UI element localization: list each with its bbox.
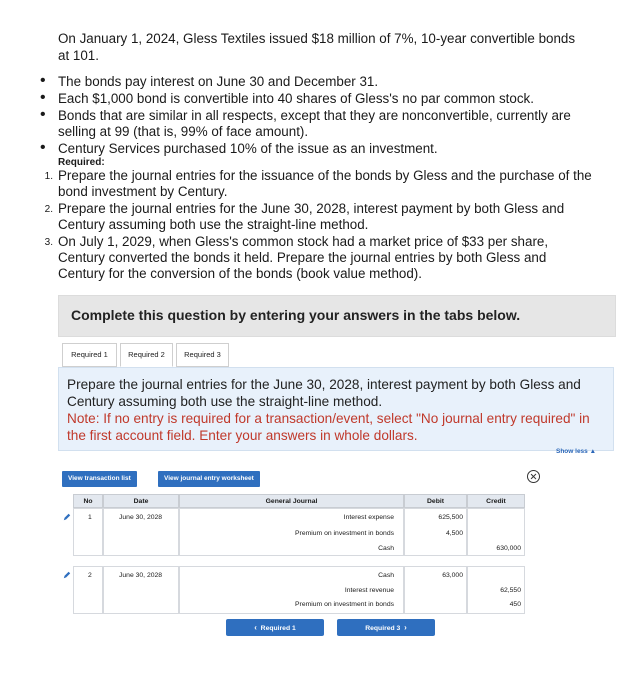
requirement-text: Prepare the journal entries for the issuance of the bonds by Gless and the purchase of the bond investment by Century.: [58, 168, 592, 199]
debit-amount[interactable]: 4,500: [445, 530, 463, 537]
requirements-list: [20, 168, 592, 283]
credit-amount[interactable]: 450: [509, 601, 521, 608]
account-name[interactable]: Cash: [378, 545, 394, 552]
header-credit: Credit: [467, 494, 525, 508]
credit-amount[interactable]: 630,000: [496, 545, 521, 552]
requirement-number: 3.: [44, 237, 53, 248]
tab-required-3[interactable]: Required 3: [176, 343, 229, 367]
bullet-item: • The bonds pay interest on June 30 and December 31.: [38, 74, 598, 90]
prompt-note: Note: If no entry is required for a transaction/event, select "No journal entry required" in the first account field. Enter your answers in whole dollars.: [67, 411, 590, 443]
entry-date[interactable]: June 30, 2028: [119, 572, 163, 579]
account-name[interactable]: Cash: [378, 572, 394, 579]
entry-number: 1: [88, 514, 92, 521]
bullet-item: • Century Services purchased 10% of the issue as an investment.: [38, 141, 598, 157]
entry-number: 2: [88, 572, 92, 579]
account-name[interactable]: Premium on investment in bonds: [295, 530, 394, 537]
bullet-item: • Each $1,000 bond is convertible into 40 shares of Gless's no par common stock.: [38, 91, 598, 107]
prev-button-label: Required 1: [260, 625, 296, 632]
required-label: Required:: [58, 157, 105, 168]
header-general-journal: General Journal: [179, 494, 404, 508]
tab-required-2[interactable]: Required 2: [120, 343, 173, 367]
requirement-text: Prepare the journal entries for the June 30, 2028, interest payment by both Gless and Century assuming both use the straight-line method.: [58, 201, 565, 232]
bullet-item: • Bonds that are similar in all respects, except that they are nonconvertible, currently are selling at 99 (that is, 99% of face amount).: [38, 108, 598, 140]
requirement-item: [20, 201, 592, 233]
credit-amount[interactable]: 62,550: [500, 587, 521, 594]
requirement-text: On July 1, 2029, when Gless's common stock had a market price of $33 per share, Century converted the bonds it held. Prepare the journal entries by both Gless and Century for the conversion of the bonds (book value method).: [58, 234, 549, 281]
view-journal-worksheet-button[interactable]: View journal entry worksheet: [158, 471, 260, 487]
journal-table: [59, 494, 525, 614]
prompt-text: Prepare the journal entries for the June 30, 2028, interest payment by both Gless and Century assuming both use the straight-line method.: [67, 377, 581, 409]
entry-date[interactable]: June 30, 2028: [119, 514, 163, 521]
requirement-item: [20, 234, 592, 282]
problem-bullets: [38, 74, 598, 158]
next-required-button[interactable]: [337, 619, 435, 636]
banner-text: Complete this question by entering your answers in the tabs below.: [71, 307, 521, 323]
chevron-right-icon: ›: [404, 623, 407, 632]
close-icon[interactable]: [527, 470, 540, 483]
account-name[interactable]: Premium on investment in bonds: [295, 601, 394, 608]
problem-intro: On January 1, 2024, Gless Textiles issued $18 million of 7%, 10-year convertible bonds at 101.: [58, 31, 576, 63]
question-prompt: [58, 367, 614, 451]
header-no: No: [73, 494, 103, 508]
prev-required-button[interactable]: [226, 619, 324, 636]
header-debit: Debit: [404, 494, 467, 508]
chevron-left-icon: ‹: [254, 623, 257, 632]
debit-amount[interactable]: 625,500: [438, 514, 463, 521]
tab-required-1[interactable]: Required 1: [62, 343, 117, 367]
requirement-number: 1.: [44, 171, 53, 182]
requirement-number: 2.: [44, 204, 53, 215]
view-transaction-list-button[interactable]: View transaction list: [62, 471, 137, 487]
instructions-banner: [58, 295, 616, 337]
pencil-icon[interactable]: [63, 513, 71, 521]
debit-amount[interactable]: 63,000: [442, 572, 463, 579]
account-name[interactable]: Interest expense: [343, 514, 394, 521]
requirement-item: [20, 168, 592, 200]
next-button-label: Required 3: [365, 625, 401, 632]
pencil-icon[interactable]: [63, 571, 71, 579]
show-less-link[interactable]: Show less ▲: [556, 448, 597, 455]
account-name[interactable]: Interest revenue: [344, 587, 394, 594]
header-date: Date: [103, 494, 179, 508]
